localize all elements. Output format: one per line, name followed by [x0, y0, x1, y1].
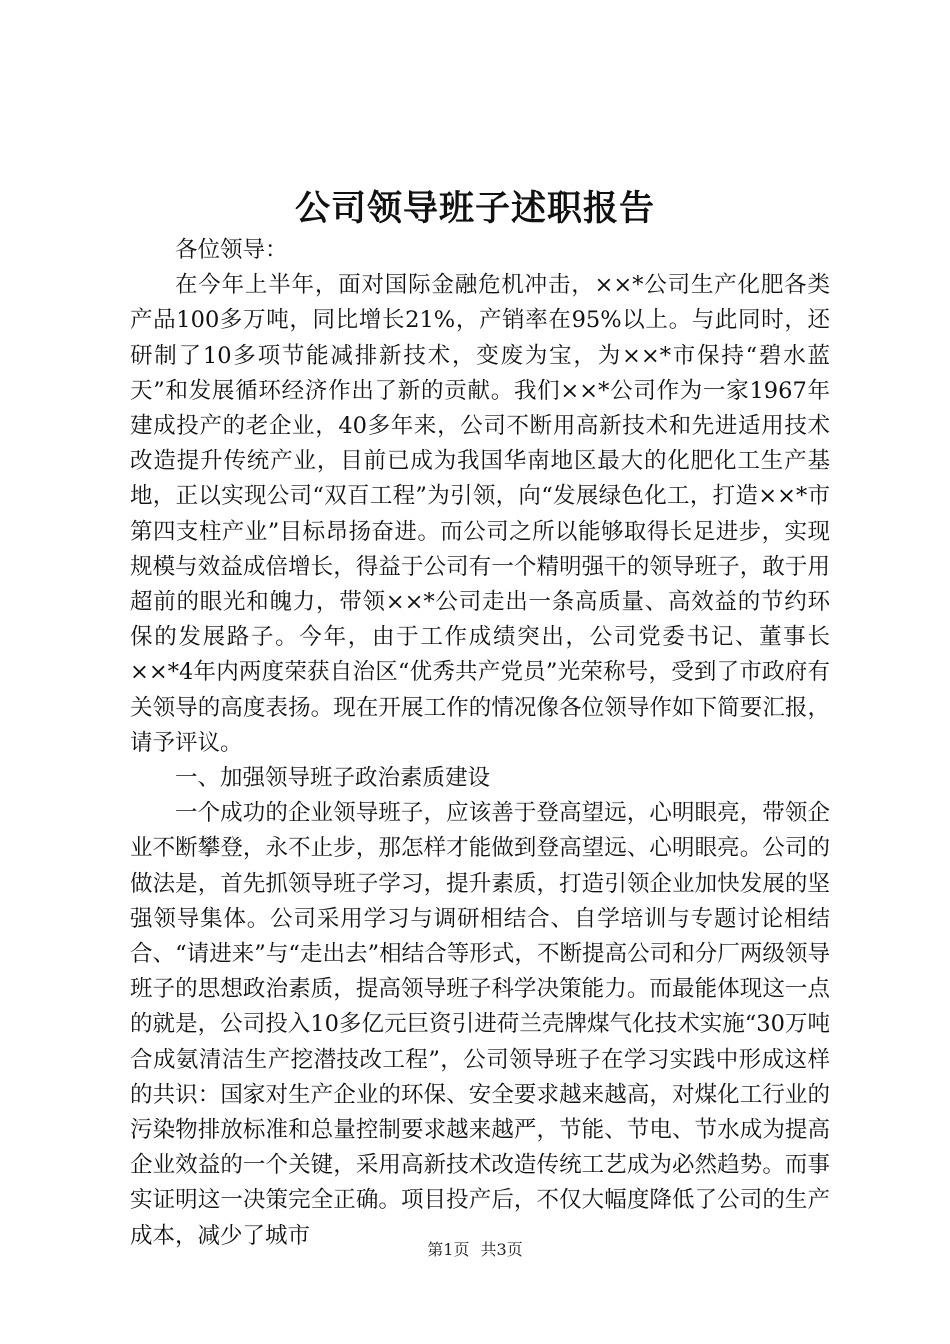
page-total: 共3页	[480, 1240, 523, 1259]
document-title: 公司领导班子述职报告	[294, 188, 655, 229]
section-heading: 一、加强领导班子政治素质建设	[175, 765, 491, 792]
document-body	[130, 233, 830, 1254]
paragraph-intro: 在今年上半年，面对国际金融危机冲击，××*公司生产化肥各类产品100多万吨，同比增长21%，产销率在95%以上。与此同时，还研制了10多项节能减排新技术，变废为宝，为××*市保持“碧水蓝天”和发展循环经济作出了新的贡献。我们××*公司作为一家1967年建成投产的老企业，40多年来，公司不断用高新技术和先进适用技术改造提升传统产业，目前已成为我国华南地区最大的化肥化工生产基地，正以实现公司“双百工程”为引领，向“发展绿色化工，打造××*市第四支柱产业”目标昂扬奋进。而公司之所以能够取得长足进步，实现规模与效益成倍增长，得益于公司有一个精明强干的领导班子，敢于用超前的眼光和魄力，带领××*公司走出一条高质量、高效益的节约环保的发展路子。今年，由于工作成绩突出，公司党委书记、董事长××*4年内两度荣获自治区“优秀共产党员”光荣称号，受到了市政府有关领导的高度表扬。现在开展工作的情况像各位领导作如下简要汇报，请予评议。	[130, 272, 830, 756]
page-number: 第1页	[427, 1240, 470, 1259]
page-footer	[0, 1240, 950, 1260]
salutation: 各位领导：	[175, 237, 288, 263]
paragraph-section-1: 一个成功的企业领导班子，应该善于登高望远，心明眼亮，带领企业不断攀登，永不止步，那怎样才能做到登高望远、心明眼亮。公司的做法是，首先抓领导班子学习，提升素质，打造引领企业加快发展的坚强领导集体。公司采用学习与调研相结合、自学培训与专题讨论相结合、“请进来”与“走出去”相结合等形式，不断提高公司和分厂两级领导班子的思想政治素质，提高领导班子科学决策能力。而最能体现这一点的就是，公司投入10多亿元巨资引进荷兰壳牌煤气化技术实施“30万吨合成氨清洁生产挖潜技改工程”，公司领导班子在学习实践中形成这样的共识：国家对生产企业的环保、安全要求越来越高，对煤化工行业的污染物排放标准和总量控制要求越来越严，节能、节电、节水成为提高企业效益的一个关键，采用高新技术改造传统工艺成为必然趋势。而事实证明这一决策完全正确。项目投产后，不仅大幅度降低了公司的生产成本，减少了城市	[130, 800, 830, 1249]
